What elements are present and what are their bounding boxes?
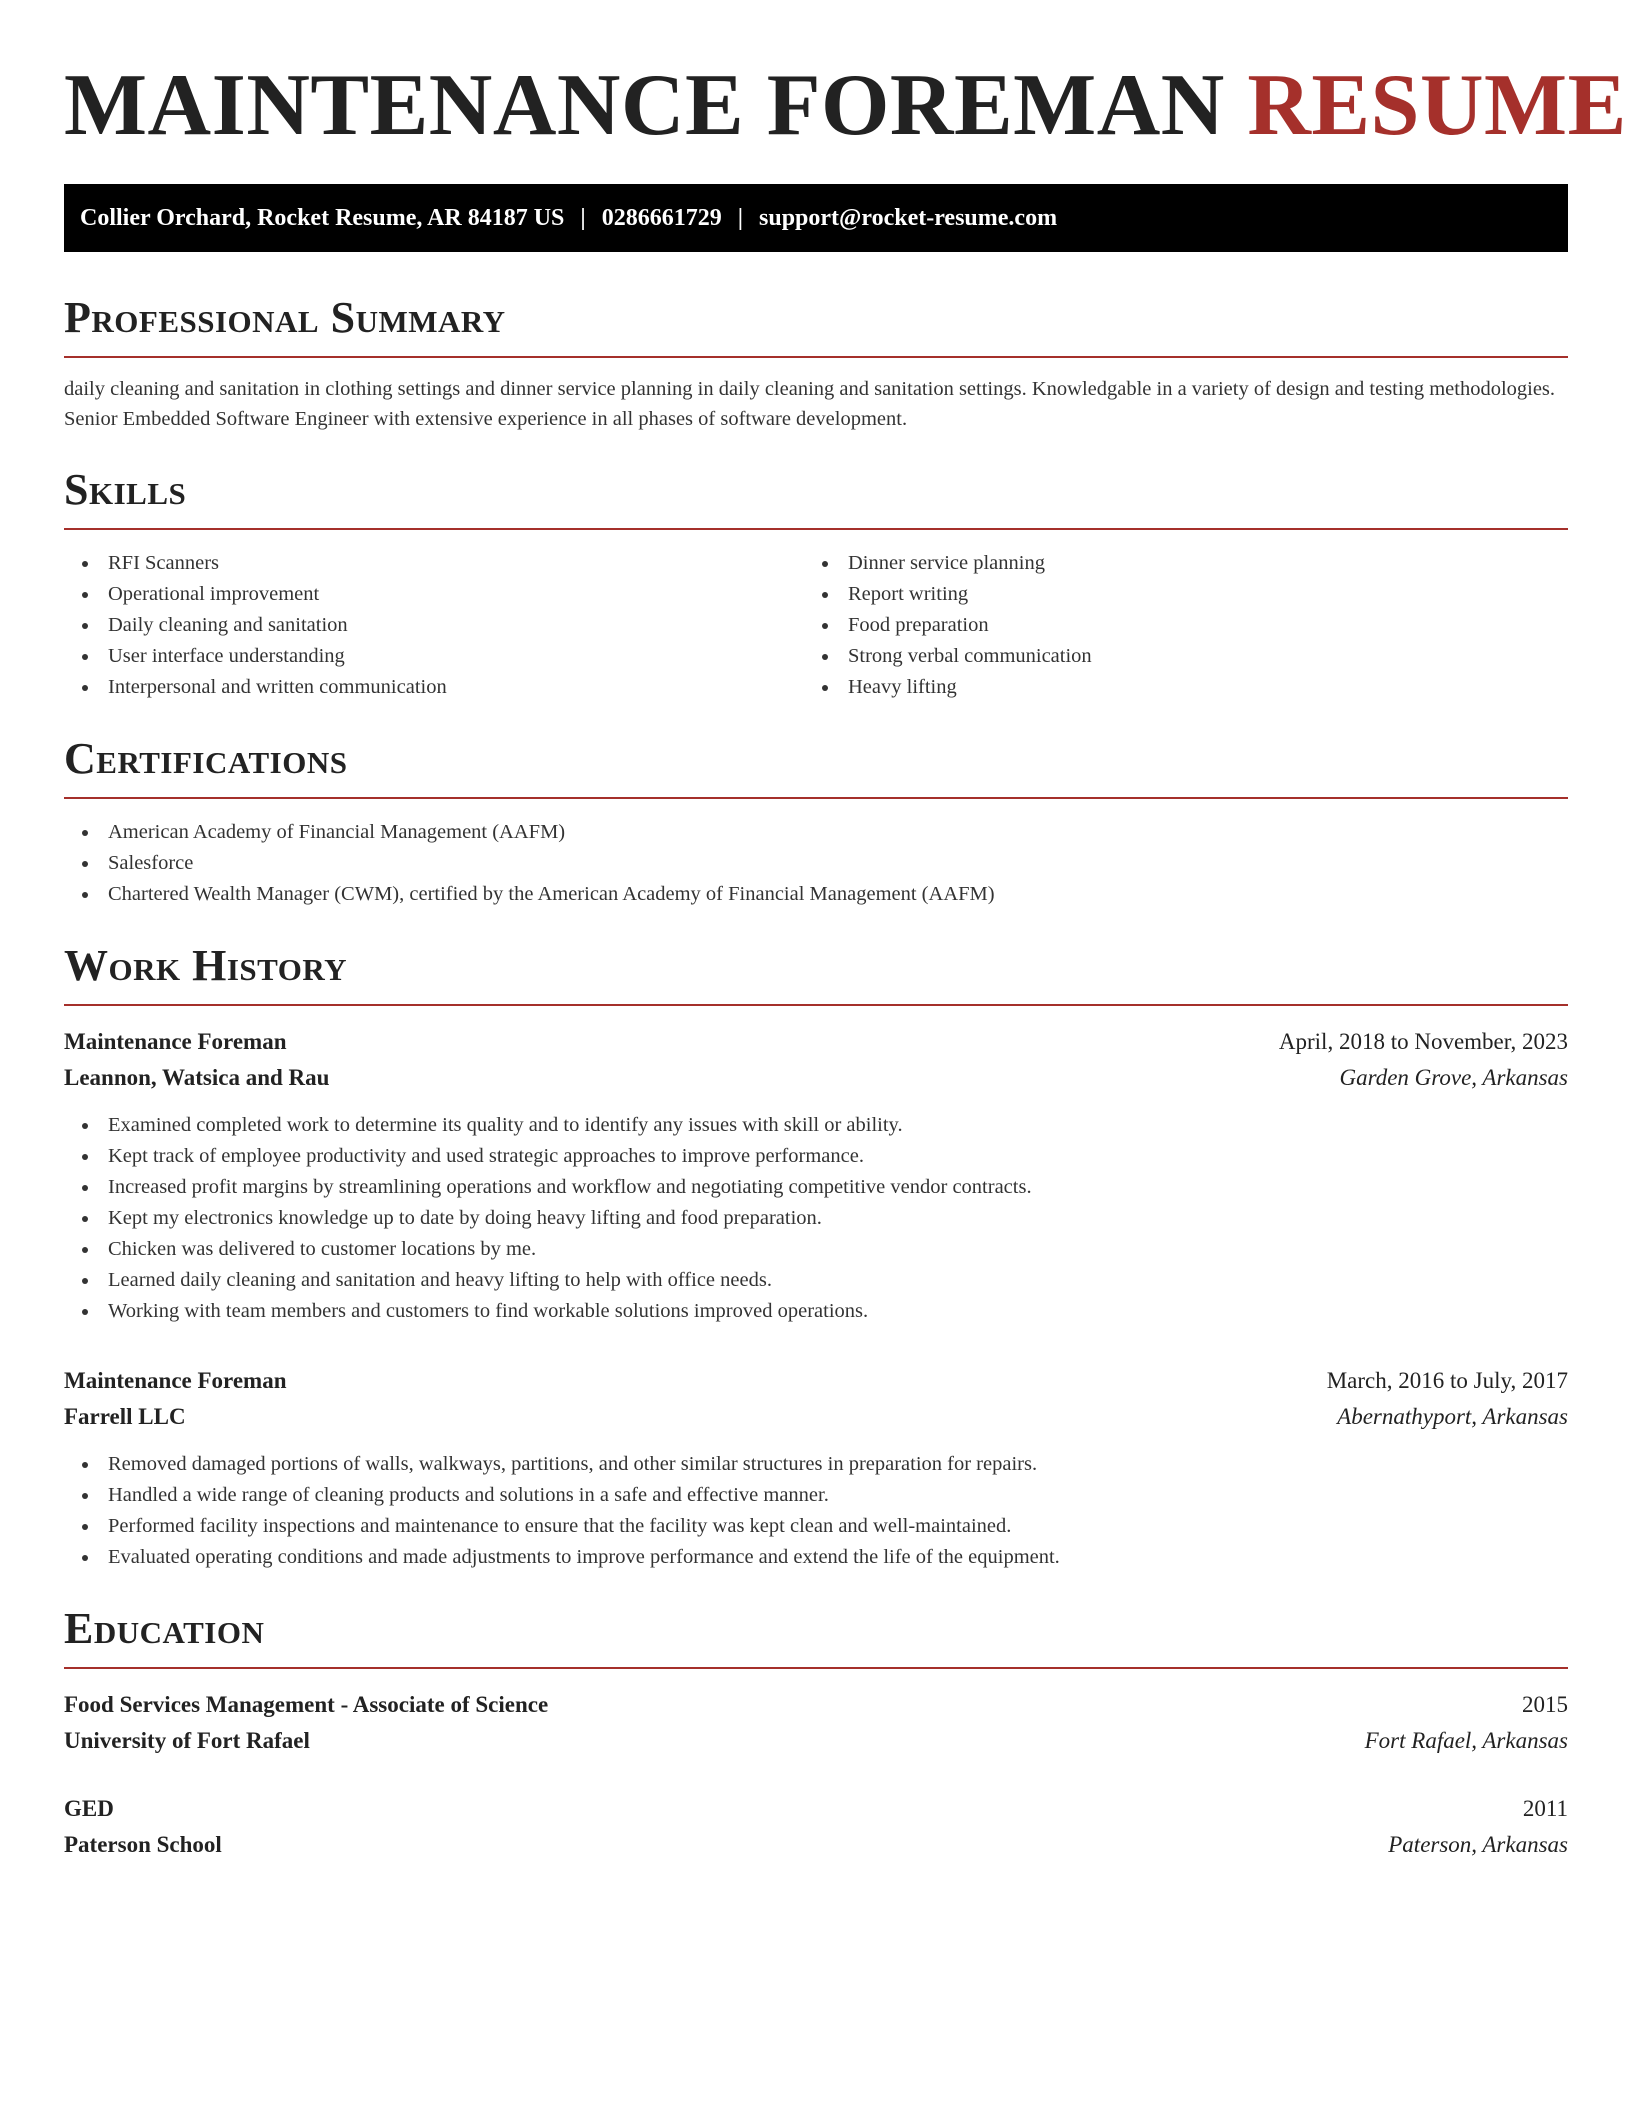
education-section <box>64 1604 1568 1863</box>
education-year: 2011 <box>1522 1796 1568 1821</box>
education-entry <box>64 1687 1568 1759</box>
skill-item: Strong verbal communication <box>804 641 1544 672</box>
certifications-section <box>64 734 1568 910</box>
skills-list-left <box>64 548 804 703</box>
resume-title <box>64 57 1627 154</box>
job-entry <box>64 1363 1568 1573</box>
job-header-row <box>64 1363 1568 1399</box>
contact-separator: | <box>580 204 586 231</box>
contact-phone: 0286661729 <box>601 204 722 231</box>
job-bullet: Kept track of employee productivity and used strategic approaches to improve performance. <box>64 1141 1568 1172</box>
education-school-row <box>64 1827 1568 1863</box>
skill-item: User interface understanding <box>64 641 804 672</box>
skill-item: RFI Scanners <box>64 548 804 579</box>
work-history-section <box>64 941 1568 1573</box>
job-role: Maintenance Foreman <box>64 1368 287 1393</box>
job-dates: April, 2018 to November, 2023 <box>1278 1029 1568 1054</box>
contact-address: Collier Orchard, Rocket Resume, AR 84187 US <box>80 204 565 231</box>
skills-heading: Skills <box>64 468 1568 530</box>
skills-list-right <box>804 548 1544 703</box>
skills-grid <box>64 548 1568 703</box>
education-school: Paterson School <box>64 1832 222 1857</box>
skill-item: Daily cleaning and sanitation <box>64 610 804 641</box>
job-bullet: Learned daily cleaning and sanitation and heavy lifting to help with office needs. <box>64 1265 1568 1296</box>
job-location: Garden Grove, Arkansas <box>1339 1065 1568 1090</box>
skill-item: Operational improvement <box>64 579 804 610</box>
education-degree: GED <box>64 1796 114 1821</box>
job-entry <box>64 1024 1568 1327</box>
job-bullet: Evaluated operating conditions and made adjustments to improve performance and extend the life of the equipment. <box>64 1542 1568 1573</box>
education-year: 2015 <box>1522 1692 1568 1717</box>
job-bullet: Performed facility inspections and maintenance to ensure that the facility was kept clean and well-maintained. <box>64 1511 1568 1542</box>
contact-email: support@rocket-resume.com <box>759 204 1058 231</box>
job-company: Leannon, Watsica and Rau <box>64 1065 330 1090</box>
title-accent: RESUME <box>1247 57 1627 154</box>
job-dates: March, 2016 to July, 2017 <box>1326 1368 1568 1393</box>
education-entry <box>64 1791 1568 1863</box>
contact-separator: | <box>737 204 743 231</box>
job-bullet: Chicken was delivered to customer locations by me. <box>64 1234 1568 1265</box>
certification-item: Chartered Wealth Manager (CWM), certified by the American Academy of Financial Management (AAFM) <box>64 879 1568 910</box>
job-bullet: Increased profit margins by streamlining operations and workflow and negotiating competitive vendor contracts. <box>64 1172 1568 1203</box>
skills-section <box>64 465 1568 703</box>
summary-heading: Professional Summary <box>64 296 1568 358</box>
skill-item: Dinner service planning <box>804 548 1544 579</box>
education-heading: Education <box>64 1607 1568 1669</box>
job-location: Abernathyport, Arkansas <box>1337 1404 1568 1429</box>
certifications-heading: Certifications <box>64 737 1568 799</box>
certification-item: American Academy of Financial Management (AAFM) <box>64 817 1568 848</box>
job-header-row <box>64 1024 1568 1060</box>
job-bullet: Working with team members and customers to find workable solutions improved operations. <box>64 1296 1568 1327</box>
skill-item: Heavy lifting <box>804 672 1544 703</box>
summary-text: daily cleaning and sanitation in clothing settings and dinner service planning in daily cleaning and sanitation settings. Knowledgable in a variety of design and testing methodologies. Senior Embedded Software Engineer with extensive experience in all phases of software development. <box>64 378 1556 430</box>
job-bullet: Handled a wide range of cleaning products and solutions in a safe and effective manner. <box>64 1480 1568 1511</box>
education-degree: Food Services Management - Associate of Science <box>64 1692 549 1717</box>
education-degree-row <box>64 1687 1568 1723</box>
education-degree-row <box>64 1791 1568 1827</box>
job-role: Maintenance Foreman <box>64 1029 287 1054</box>
job-company-row <box>64 1060 1568 1096</box>
job-bullet: Examined completed work to determine its quality and to identify any issues with skill or ability. <box>64 1110 1568 1141</box>
education-location: Paterson, Arkansas <box>1388 1832 1568 1857</box>
job-bullets <box>64 1110 1568 1327</box>
summary-section <box>64 293 1568 434</box>
skill-item: Interpersonal and written communication <box>64 672 804 703</box>
certifications-list <box>64 817 1568 910</box>
education-school: University of Fort Rafael <box>64 1728 310 1753</box>
education-location: Fort Rafael, Arkansas <box>1364 1728 1568 1753</box>
skill-item: Food preparation <box>804 610 1544 641</box>
job-bullet: Removed damaged portions of walls, walkways, partitions, and other similar structures in preparation for repairs. <box>64 1449 1568 1480</box>
job-company: Farrell LLC <box>64 1404 186 1429</box>
certification-item: Salesforce <box>64 848 1568 879</box>
job-company-row <box>64 1399 1568 1435</box>
contact-bar <box>64 184 1568 252</box>
skill-item: Report writing <box>804 579 1544 610</box>
title-main: MAINTENANCE FOREMAN <box>64 57 1225 154</box>
job-bullet: Kept my electronics knowledge up to date by doing heavy lifting and food preparation. <box>64 1203 1568 1234</box>
education-school-row <box>64 1723 1568 1759</box>
work-history-heading: Work History <box>64 944 1568 1006</box>
job-bullets <box>64 1449 1568 1573</box>
